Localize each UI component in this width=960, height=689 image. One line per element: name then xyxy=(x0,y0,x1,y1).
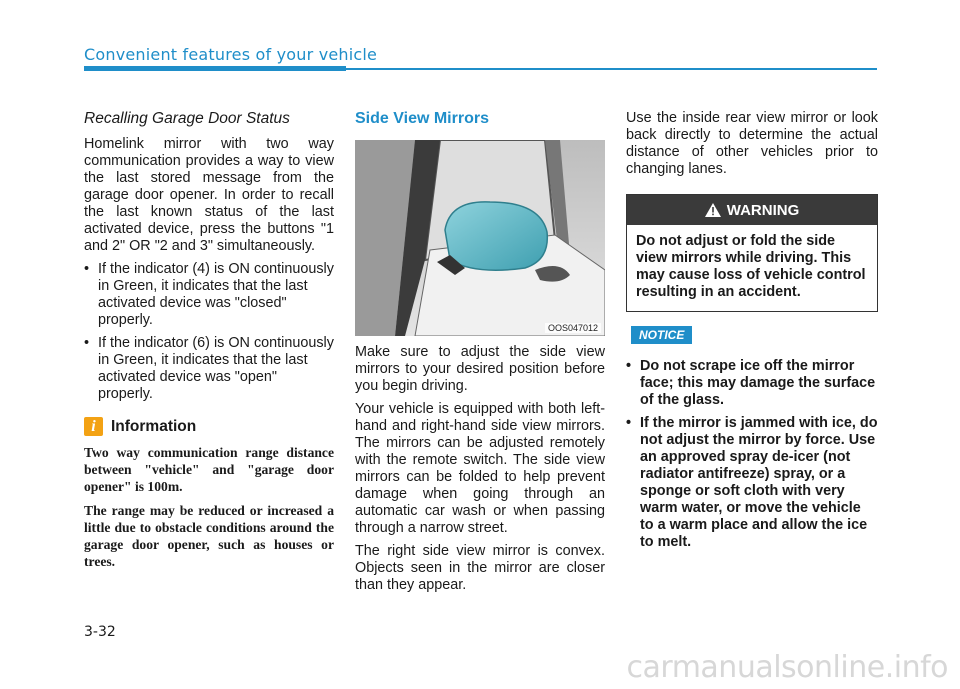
information-title: Information xyxy=(111,417,197,435)
side-view-mirrors-title: Side View Mirrors xyxy=(355,110,489,127)
figure-code-label: OOS047012 xyxy=(545,323,601,333)
header-rule-thin xyxy=(346,68,877,70)
section-header-title: Convenient features of your vehicle xyxy=(84,45,378,64)
notice-bullet-list xyxy=(626,358,878,551)
list-item: • If the indicator (4) is ON continuously in Green, it indicates that the last activated device was "closed" properly. xyxy=(84,261,334,328)
warning-title: WARNING xyxy=(726,201,800,219)
mirrors-equipped-paragraph: Your vehicle is equipped with both left-hand and right-hand side view mirrors. The mirrors can be adjusted remotely with the remote switch. The side view mirrors can be folded to help prevent damage when going through an automatic car wash or when passing through a narrow street. xyxy=(355,401,605,536)
list-item: • If the indicator (6) is ON continuously in Green, it indicates that the last activated device was "open" properly. xyxy=(84,335,334,402)
convex-mirror-paragraph: The right side view mirror is convex. Objects seen in the mirror are closer than they appear. xyxy=(355,543,605,593)
information-icon: i xyxy=(84,417,103,436)
side-mirror-illustration xyxy=(355,140,605,336)
warning-box xyxy=(626,194,878,312)
information-paragraph-obstacles: The range may be reduced or increased a little due to obstacle conditions around the garage door opener, such as houses or trees. xyxy=(84,503,334,569)
side-mirror-drawing xyxy=(355,140,605,336)
header-rule-thick xyxy=(84,66,346,71)
page-number: 3-32 xyxy=(84,624,116,640)
information-paragraph-range: Two way communication range distance between "vehicle" and "garage door opener" is 100m. xyxy=(84,445,334,494)
notice-badge: NOTICE xyxy=(631,326,692,344)
garage-door-subheading: Recalling Garage Door Status xyxy=(84,110,290,127)
rear-view-paragraph: Use the inside rear view mirror or look back directly to determine the actual distance of other vehicles prior to changing lanes. xyxy=(626,110,878,177)
warning-triangle-icon xyxy=(705,203,721,217)
column-middle xyxy=(355,110,605,600)
column-left xyxy=(84,110,334,577)
list-item: • If the mirror is jammed with ice, do not adjust the mirror by force. Use an approved spray de-icer (not radiator antifreeze) spray, or a sponge or soft cloth with very warm water, or move the vehicle to a warm place and allow the ice to melt. xyxy=(626,415,878,550)
information-heading xyxy=(84,417,334,436)
adjust-mirrors-paragraph: Make sure to adjust the side view mirrors to your desired position before you begin driving. xyxy=(355,344,605,394)
indicator-bullet-list xyxy=(84,261,334,403)
warning-header xyxy=(627,195,877,225)
warning-text: Do not adjust or fold the side view mirrors while driving. This may cause loss of vehicle control resulting in an accident. xyxy=(636,233,866,300)
garage-door-intro: Homelink mirror with two way communication provides a way to view the last stored message from the garage door opener. In order to recall the last known status of the last activated device, press the buttons "1 and 2" OR "2 and 3" simultaneously. xyxy=(84,136,334,254)
column-right xyxy=(626,110,878,559)
list-item: • Do not scrape ice off the mirror face; this may damage the surface of the glass. xyxy=(626,358,876,408)
watermark: carmanualsonline.info xyxy=(626,650,948,685)
